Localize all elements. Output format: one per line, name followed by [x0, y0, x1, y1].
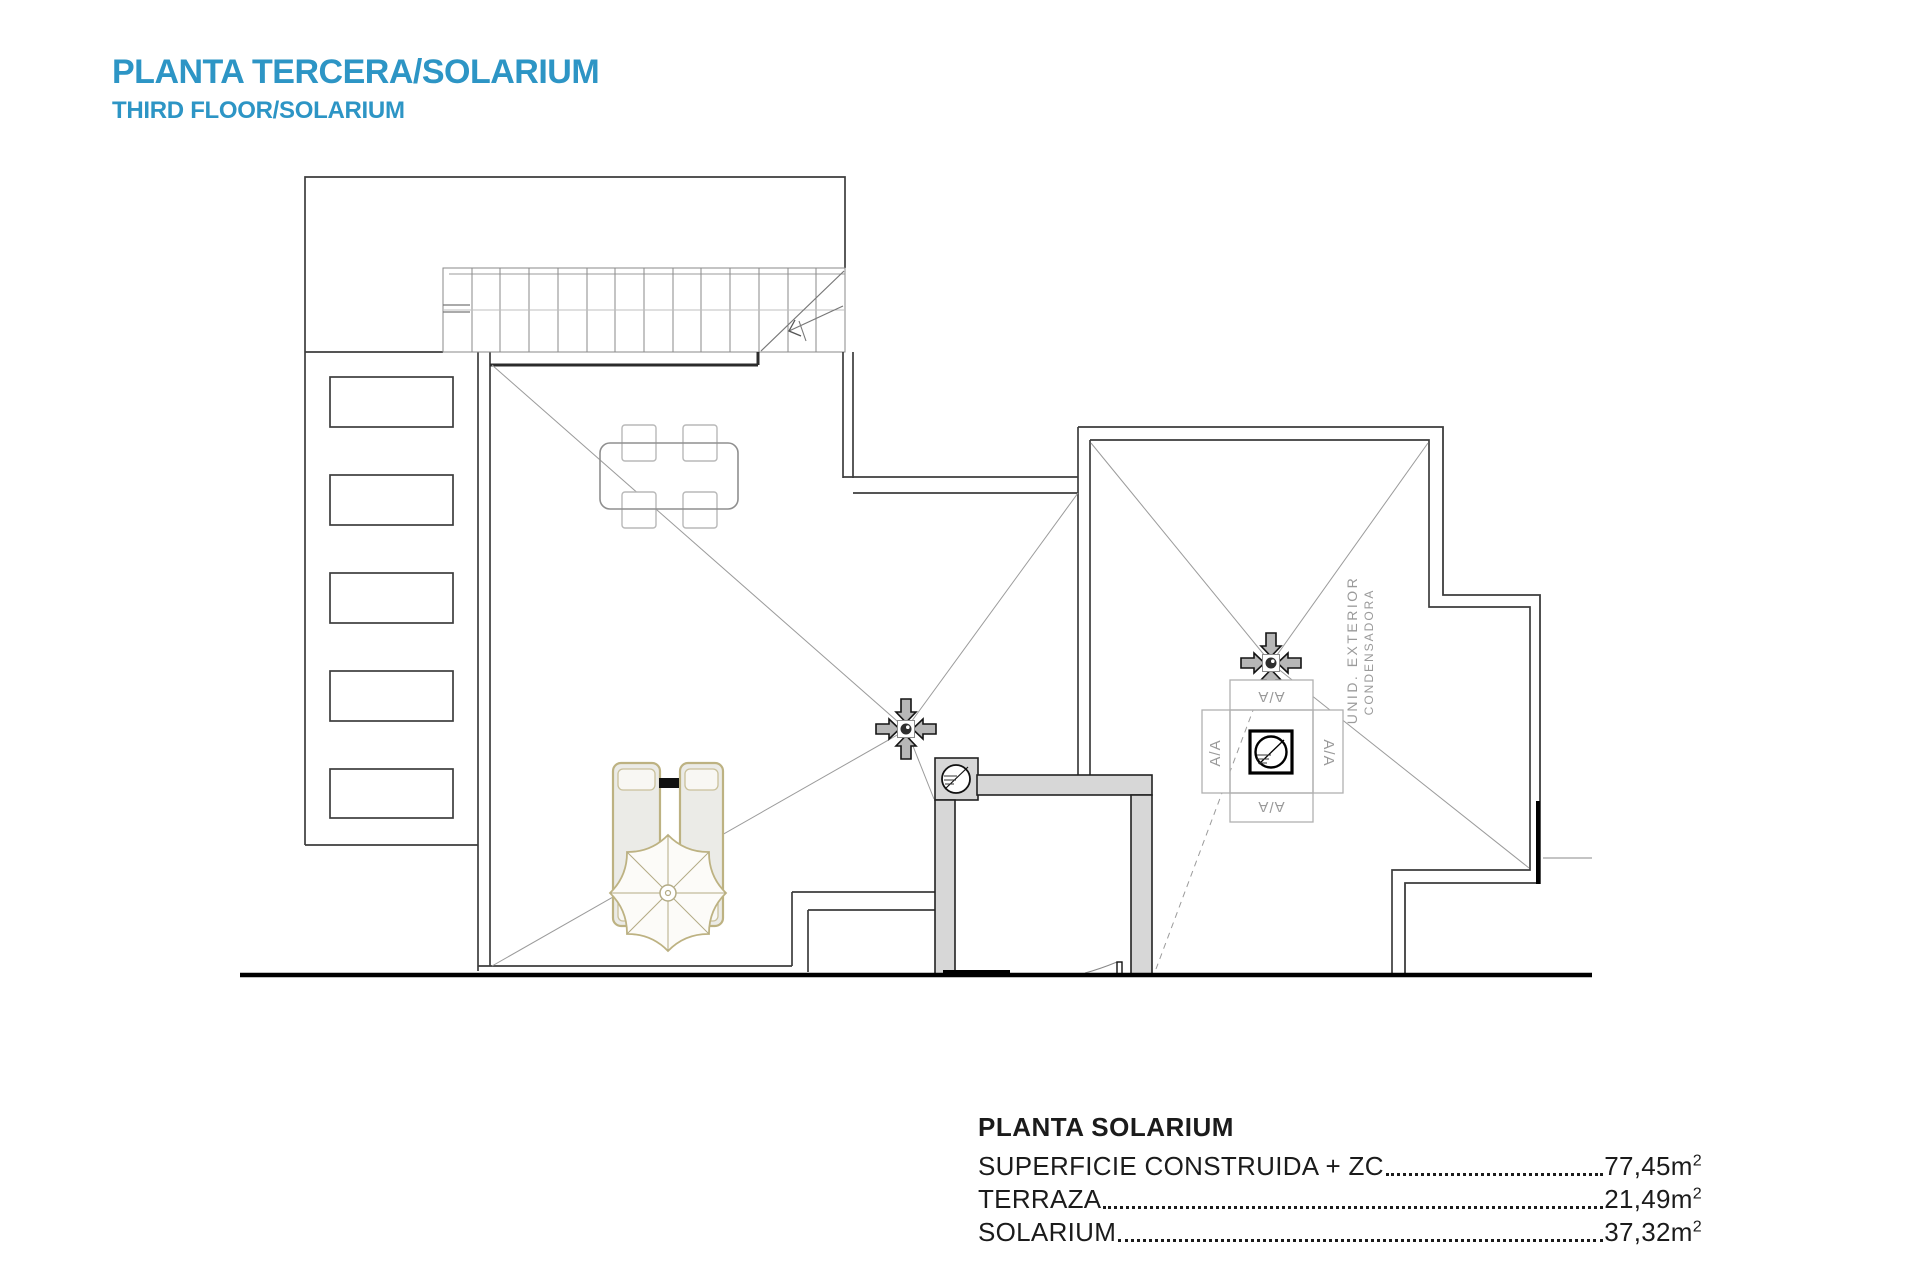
aa-label-bottom: A/A: [1257, 798, 1285, 815]
ac-unit-label: [1344, 576, 1376, 725]
ac-unit-label-line1: UNID. EXTERIOR: [1344, 575, 1360, 725]
area-row: [978, 1182, 1702, 1215]
stair-direction-arrow: [761, 271, 844, 351]
plan-title-en: THIRD FLOOR/SOLARIUM: [112, 97, 405, 125]
skylight-grid: [330, 377, 453, 818]
area-row: [978, 1215, 1702, 1248]
area-value: $37,32m^2$: [1604, 1217, 1702, 1247]
dotted-leader: [1386, 1173, 1603, 1176]
plan-title-block: [112, 54, 599, 125]
solarium-parapet: [1078, 427, 1592, 975]
elevator-shaft: [935, 758, 1152, 976]
ac-condenser-unit: [1202, 680, 1343, 822]
area-label: SUPERFICIE CONSTRUIDA + ZC: [978, 1151, 1384, 1181]
area-row: [978, 1149, 1702, 1182]
area-label: TERRAZA: [978, 1184, 1102, 1214]
chair: [622, 492, 656, 528]
aa-label-top: A/A: [1257, 688, 1285, 705]
terrace-walls: [490, 352, 1090, 776]
building-outline: [305, 177, 845, 971]
dotted-leader: [1103, 1206, 1603, 1209]
umbrella: [610, 835, 726, 951]
lounger-side-table: [659, 778, 679, 788]
area-label: SOLARIUM: [978, 1217, 1117, 1247]
plan-title-es: PLANTA TERCERA/SOLARIUM: [112, 53, 600, 91]
aa-label-right: A/A: [1320, 739, 1337, 767]
area-table-heading: PLANTA SOLARIUM: [978, 1112, 1234, 1142]
area-value: $21,49m^2$: [1604, 1184, 1702, 1214]
area-summary-table: [978, 1112, 1702, 1248]
staircase: [443, 268, 845, 352]
area-value: $77,45m^2$: [1604, 1151, 1702, 1181]
ac-unit-label-line2: CONDENSADORA: [1362, 588, 1376, 716]
aa-label-left: A/A: [1207, 739, 1224, 767]
roof-drain-icon: [876, 699, 936, 759]
chair: [683, 492, 717, 528]
door-swing-arc: [1085, 962, 1117, 973]
terrace-table-and-chairs: [600, 425, 738, 528]
dotted-leader: [1118, 1239, 1603, 1242]
